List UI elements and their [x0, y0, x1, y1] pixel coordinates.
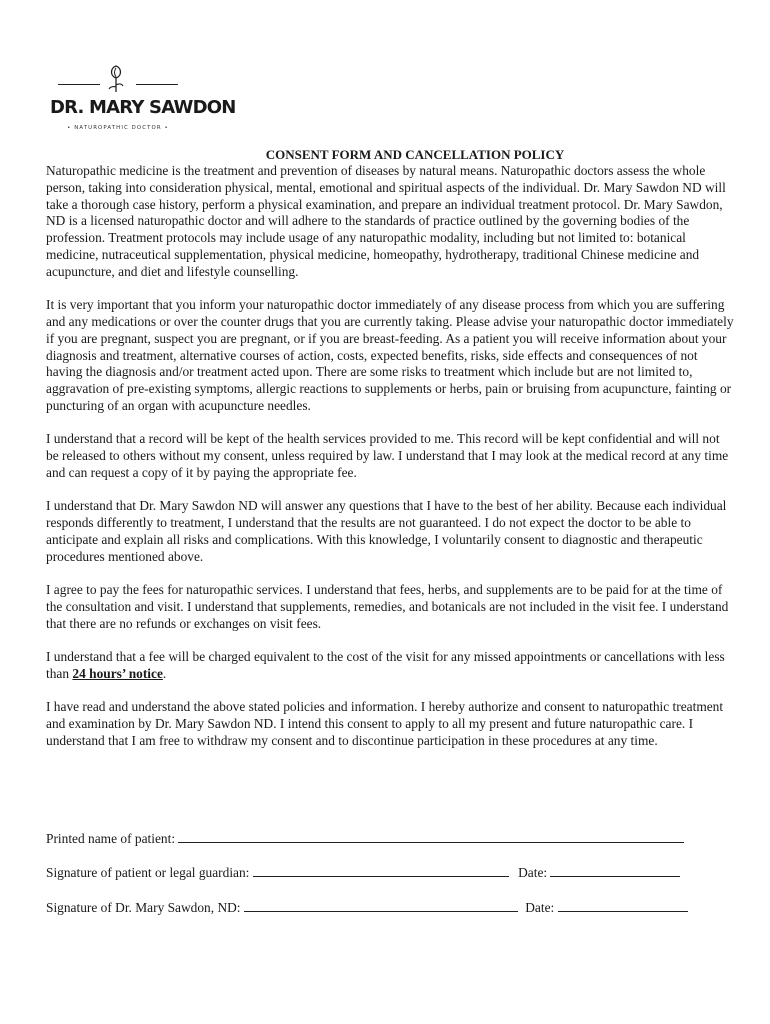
paragraph-naturopathic-medicine: Naturopathic medicine is the treatment and prevention of diseases by natural means. Naturopathic doctors assess the whole person, taking into consideration physical, mental, emotional and spiritual aspects of the individual. Dr. Mary Sawdon ND will take a thorough case history, perform a physical examination, and prepare an individual treatment protocol. Dr. Mary Sawdon, ND is a licensed naturopathic doctor and will adhere to the standards of practice outlined by the governing bodies of the profession. Treatment protocols may include usage of any naturopathic modality, including but not limited to: botanical medicine, nutraceutical supplementation, physical medicine, homeopathy, hydrotherapy, traditional Chinese medicine and acupuncture, and diet and lifestyle counselling. — [46, 163, 726, 279]
logo-subtitle: • NATUROPATHIC DOCTOR • — [67, 125, 169, 131]
paragraph-cancellation — [46, 649, 734, 683]
consent-document — [46, 146, 734, 766]
doctor-signature-row — [46, 899, 688, 916]
doctor-date-field[interactable] — [558, 899, 688, 912]
logo-name: DR. MARY SAWDON — [50, 97, 236, 118]
cancellation-end: . — [162, 665, 167, 681]
doctor-date-label: Date: — [525, 900, 555, 915]
logo-rule-left — [58, 84, 100, 85]
paragraph-consent: I have read and understand the above stated policies and information. I hereby authorize and consent to naturopathic treatment and examination by Dr. Mary Sawdon ND. I intend this consent to apply to all my present and future naturopathic care. I understand that I am free to withdraw my consent and to discontinue participation in these procedures at any time. — [46, 699, 724, 748]
paragraph-records: I understand that a record will be kept of the health services provided to me. This record will be kept confidential and will not be released to others without my consent, unless required by law. I understand that I may look at the medical record at any time and can request a copy of it by paying the appropriate fee. — [46, 431, 729, 480]
doctor-signature-label: Signature of Dr. Mary Sawdon, ND: — [46, 900, 241, 915]
patient-date-field[interactable] — [550, 864, 680, 877]
printed-name-label: Printed name of patient: — [46, 831, 176, 846]
patient-date-label: Date: — [518, 865, 548, 880]
cancellation-text: I understand that a fee will be charged equivalent to the cost of the visit for any missed appointments or cancellations with less than — [46, 649, 725, 681]
printed-name-row — [46, 830, 684, 847]
patient-signature-field[interactable] — [253, 864, 509, 877]
cancellation-notice: 24 hours’ notice — [72, 665, 163, 681]
logo-rule-right — [136, 84, 178, 85]
paragraph-fees: I agree to pay the fees for naturopathic services. I understand that fees, herbs, and supplements are to be paid for at the time of the consultation and visit. I understand that supplements, remedies, and botanicals are not included in the visit fee. I understand that there are no refunds or exchanges on visit fees. — [46, 582, 729, 631]
printed-name-field[interactable] — [178, 830, 684, 843]
doctor-signature-field[interactable] — [244, 899, 518, 912]
patient-signature-label: Signature of patient or legal guardian: — [46, 865, 250, 880]
clinic-logo — [50, 62, 236, 142]
patient-signature-row — [46, 864, 680, 881]
document-title: CONSENT FORM AND CANCELLATION POLICY — [265, 147, 565, 162]
paragraph-questions: I understand that Dr. Mary Sawdon ND will answer any questions that I have to the best of her ability. Because each individual responds differently to treatment, I understand that the results are not guaranteed. I do not expect the doctor to be able to anticipate and explain all risks and complications. With this knowledge, I voluntarily consent to diagnostic and therapeutic procedures mentioned above. — [46, 498, 727, 564]
paragraph-disclosure: It is very important that you inform your naturopathic doctor immediately of any disease process from which you are suffering and any medications or over the counter drugs that you are currently taking. Please advise your naturopathic doctor immediately if you are pregnant, suspect you are pregnant, or if you are breast-feeding. As a patient you will receive information about your diagnosis and treatment, alternative courses of action, costs, expected benefits, risks, side effects and consequences of not having the diagnosis and/or treatment acted upon. There are some risks to treatment which include but are not limited to, aggravation of pre-existing symptoms, allergic reactions to supplements or herbs, pain or bruising from acupuncture, fainting or puncturing of an organ with acupuncture needles. — [46, 297, 734, 413]
flower-icon — [102, 62, 130, 94]
